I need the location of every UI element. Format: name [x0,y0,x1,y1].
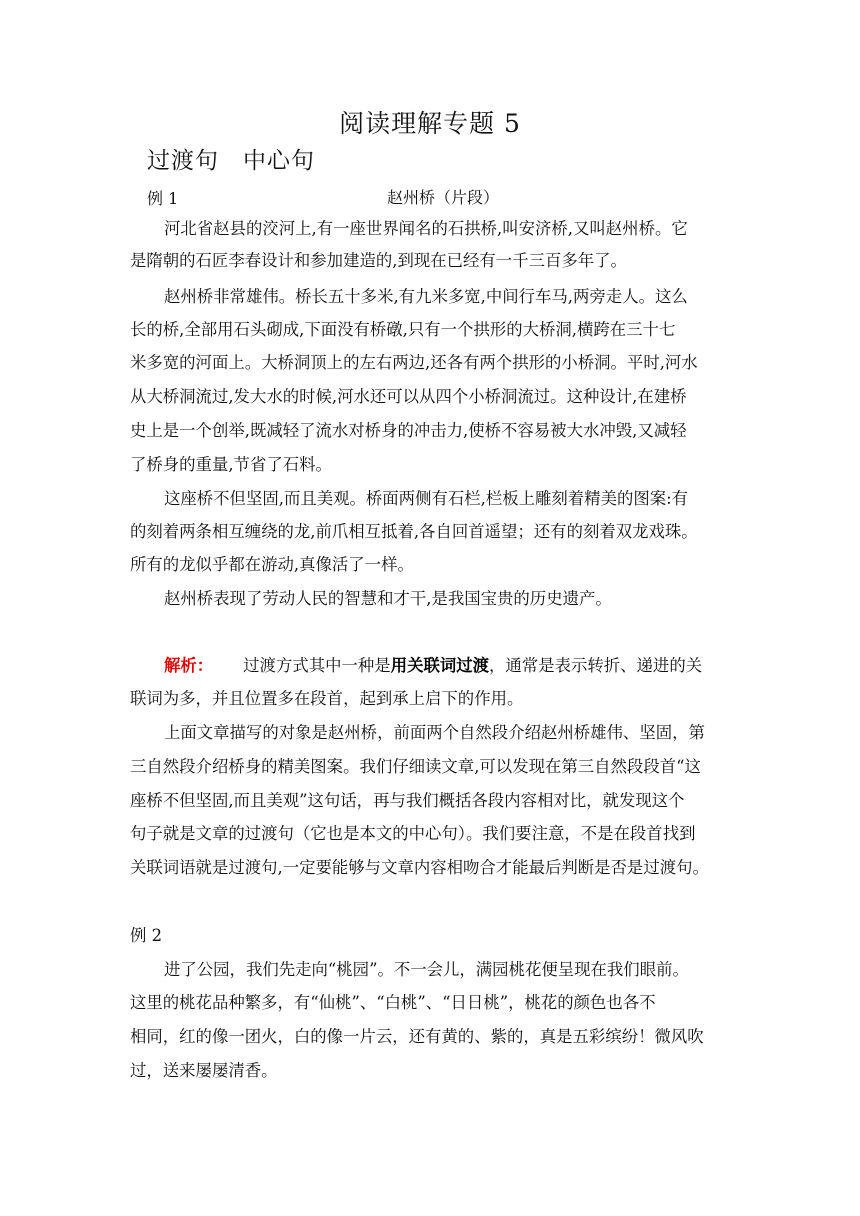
example-2-label: 例 2 [130,926,163,945]
article-title: 赵州桥（片段） [387,188,500,207]
analysis-line: 关联词语就是过渡句,一定要能够与文章内容相吻合才能最后判断是否是过渡句。 [130,858,709,877]
analysis-first-line [164,656,702,676]
example-1-line: 这座桥不但坚固,而且美观。桥面两侧有石栏,栏板上雕刻着精美的图案:有 [164,489,689,508]
example-2-line: 进了公园，我们先走向“桃园”。不一会儿，满园桃花便呈现在我们眼前。 [164,960,689,979]
analysis-line: 座桥不但坚固,而且美观”这句话，再与我们概括各段内容相对比，就发现这个 [130,791,685,810]
example-1-line: 所有的龙似乎都在游动,真像活了一样。 [130,555,414,574]
section-heading: 过渡句 中心句 [147,148,315,174]
example-1-line: 河北省赵县的洨河上,有一座世界闻名的石拱桥,叫安济桥,又叫赵州桥。它 [164,219,688,238]
example-1-line: 赵州桥表现了劳动人民的智慧和才干,是我国宝贵的历史遗产。 [164,589,612,608]
example-2-line: 这里的桃花品种繁多，有“仙桃”、“白桃”、“日日桃”，桃花的颜色也各不 [130,993,656,1012]
analysis-line: 上面文章描写的对象是赵州桥，前面两个自然段介绍赵州桥雄伟、坚固，第 [164,723,705,742]
example-1-line: 是隋朝的石匠李春设计和参加建造的,到现在已经有一千三百多年了。 [130,251,627,270]
example-1-label: 例 1 [147,189,179,208]
analysis-text: ，通常是表示转折、递进的关 [489,656,703,675]
example-1-line: 史上是一个创举,既减轻了流水对桥身的冲击力,使桥不容易被大水冲毁,又减轻 [130,421,687,440]
analysis-line: 三自然段介绍桥身的精美图案。我们仔细读文章,可以发现在第三自然段段首“这 [130,757,701,776]
example-1-line: 从大桥洞流过,发大水的时候,河水还可以从四个小桥洞流过。这种设计,在建桥 [130,387,687,406]
example-2-line: 过，送来屡屡清香。 [130,1061,278,1080]
analysis-key-term: 用关联词过渡 [390,656,490,675]
analysis-text: 过渡方式其中一种是 [243,656,391,675]
example-1-line: 了桥身的重量,节省了石料。 [130,455,332,474]
example-1-line: 米多宽的河面上。大桥洞顶上的左右两边,还各有两个拱形的小桥洞。平时,河水 [130,353,698,372]
example-1-line: 的刻着两条相互缠绕的龙,前爪相互抵着,各自回首遥望；还有的刻着双龙戏珠。 [130,522,698,541]
page-title: 阅读理解专题 5 [339,109,521,138]
analysis-line: 联词为多，并且位置多在段首，起到承上启下的作用。 [130,689,524,708]
analysis-label: 解析： [164,656,214,675]
analysis-line: 句子就是文章的过渡句（它也是本文的中心句）。我们要注意，不是在段首找到 [130,824,696,843]
example-1-line: 赵州桥非常雄伟。桥长五十多米,有九米多宽,中间行车马,两旁走人。这么 [164,287,688,306]
example-2-line: 相同，红的像一团火，白的像一片云，还有黄的、紫的，真是五彩缤纷！微风吹 [130,1027,704,1046]
example-1-line: 长的桥,全部用石头砌成,下面没有桥礅,只有一个拱形的大桥洞,横跨在三十七 [130,320,676,339]
